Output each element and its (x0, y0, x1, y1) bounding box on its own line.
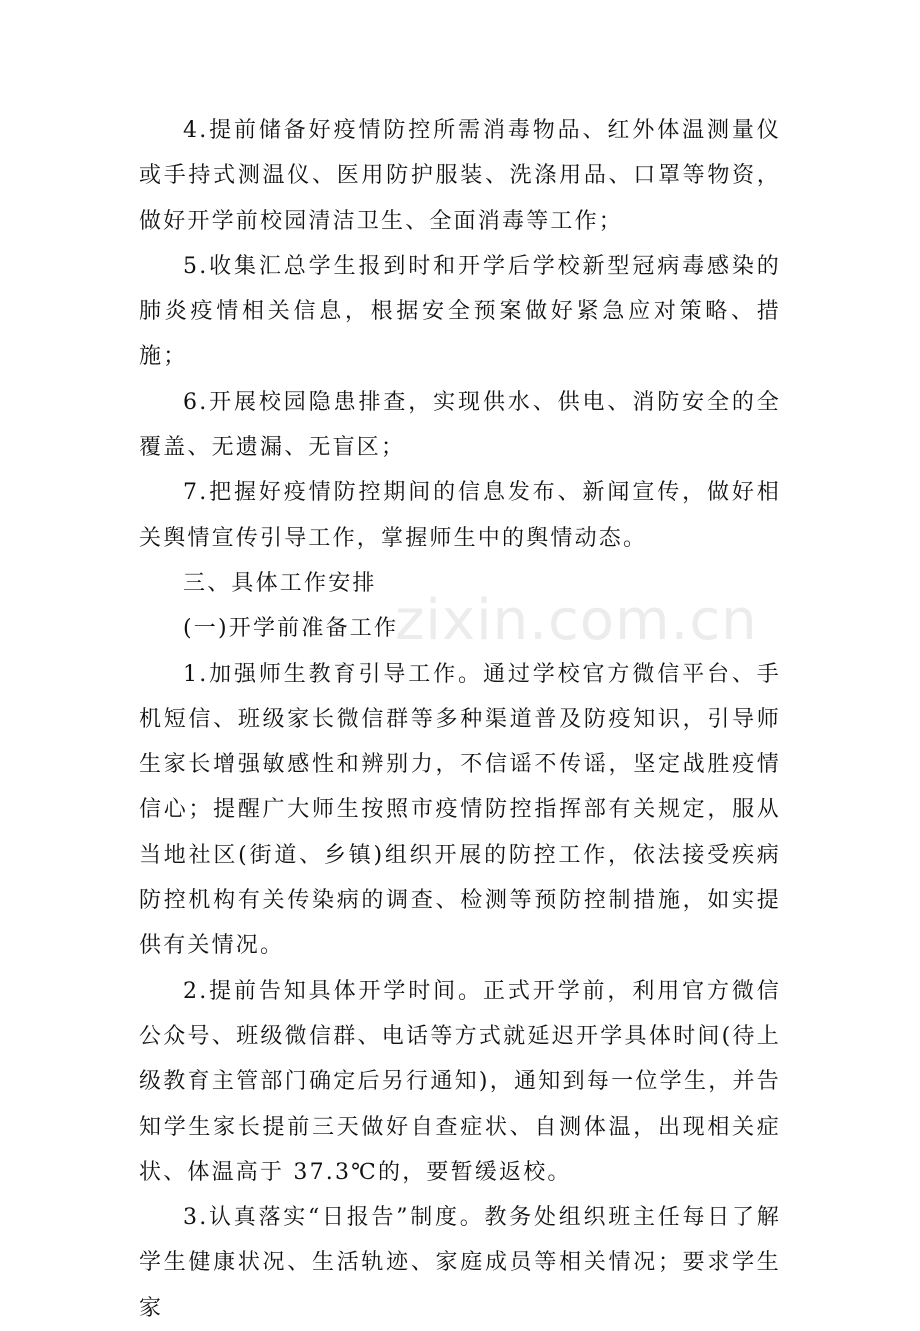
work-item-2: 2.提前告知具体开学时间。正式开学前，利用官方微信公众号、班级微信群、电话等方式就延迟开学具体时间(待上级教育主管部门确定后另行通知)，通知到每一位学生，并告知学生家长提前三天做好自查症状、自测体温，出现相关症状、体温高于 37.3℃的，要暂缓返校。 (139, 978, 781, 1185)
paragraph-item-7: 7.把握好疫情防控期间的信息发布、新闻宣传，做好相关舆情宣传引导工作，掌握师生中的舆情动态。 (139, 480, 781, 551)
paragraph-item-5: 5.收集汇总学生报到时和开学后学校新型冠病毒感染的肺炎疫情相关信息，根据安全预案做好紧急应对策略、措施； (139, 253, 781, 370)
section-heading: 三、具体工作安排 (183, 570, 377, 596)
document-body (139, 108, 781, 1331)
work-item-3: 3.认真落实“日报告”制度。教务处组织班主任每日了解学生健康状况、生活轨迹、家庭成员等相关情况；要求学生家 (139, 1205, 781, 1321)
watermark: zixin.com.cn (395, 588, 758, 653)
paragraph-item-6: 6.开展校园隐患排查，实现供水、供电、消防安全的全覆盖、无遗漏、无盲区； (139, 389, 781, 461)
subsection-heading: (一)开学前准备工作 (183, 616, 399, 642)
work-item-1: 1.加强师生教育引导工作。通过学校官方微信平台、手机短信、班级家长微信群等多种渠道普及防疫知识，引导师生家长增强敏感性和辨别力，不信谣不传谣，坚定战胜疫情信心；提醒广大师生按照市疫情防控指挥部有关规定，服从当地社区(街道、乡镇)组织开展的防控工作，依法接受疾病防控机构有关传染病的调查、检测等预防控制措施，如实提供有关情况。 (139, 661, 781, 959)
paragraph-item-4: 4.提前储备好疫情防控所需消毒物品、红外体温测量仪或手持式测温仪、医用防护服装、洗涤用品、口罩等物资，做好开学前校园清洁卫生、全面消毒等工作； (139, 118, 781, 234)
